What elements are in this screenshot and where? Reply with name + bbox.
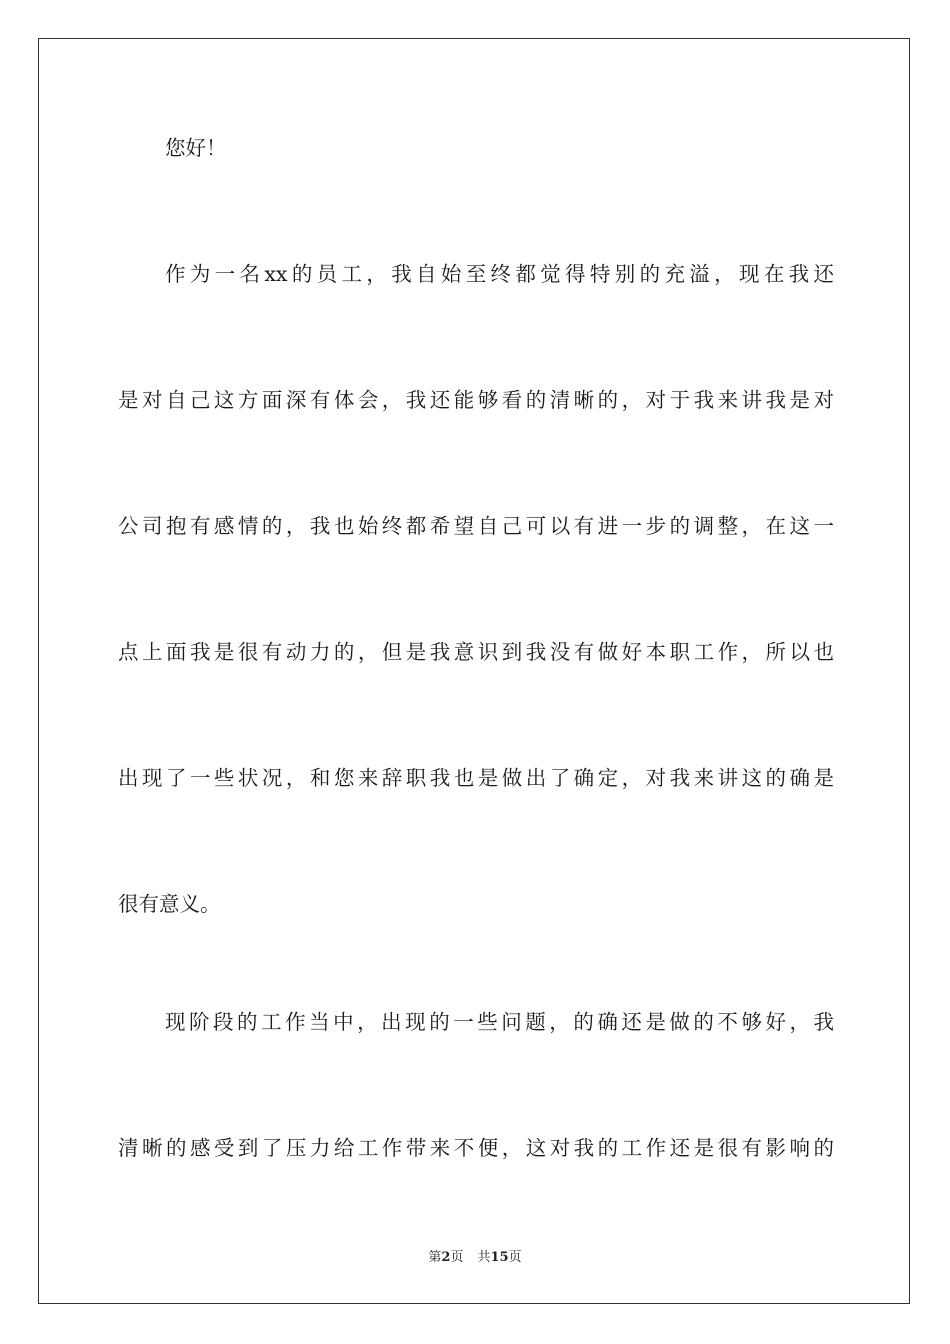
total-pages-number: 15 — [490, 1250, 509, 1265]
current-page-number: 2 — [441, 1250, 451, 1265]
page-footer — [0, 1246, 950, 1265]
total-suffix: 页 — [508, 1250, 522, 1265]
page-border — [38, 38, 910, 1304]
paragraph-1-line-1: 作为一名xx的员工，我自始至终都觉得特别的充溢，现在我还 — [165, 262, 834, 286]
page-prefix: 第 — [428, 1250, 442, 1265]
paragraph-2-line-1: 现阶段的工作当中，出现的一些问题，的确还是做的不够好，我 — [165, 1010, 834, 1034]
paragraph-1-line-3: 公司抱有感情的，我也始终都希望自己可以有进一步的调整，在这一 — [118, 514, 834, 538]
page-suffix: 页 — [450, 1250, 464, 1265]
paragraph-1-line-4: 点上面我是很有动力的，但是我意识到我没有做好本职工作，所以也 — [118, 640, 834, 664]
paragraph-1-line-5: 出现了一些状况，和您来辞职我也是做出了确定，对我来讲这的确是 — [118, 766, 834, 790]
paragraph-2-line-2: 清晰的感受到了压力给工作带来不便，这对我的工作还是很有影响的 — [118, 1136, 834, 1160]
paragraph-1-line-6: 很有意义。 — [118, 892, 221, 916]
paragraph-1-line-2: 是对自己这方面深有体会，我还能够看的清晰的，对于我来讲我是对 — [118, 388, 834, 412]
total-prefix: 共 — [477, 1250, 491, 1265]
greeting-line: 您好！ — [165, 136, 227, 160]
